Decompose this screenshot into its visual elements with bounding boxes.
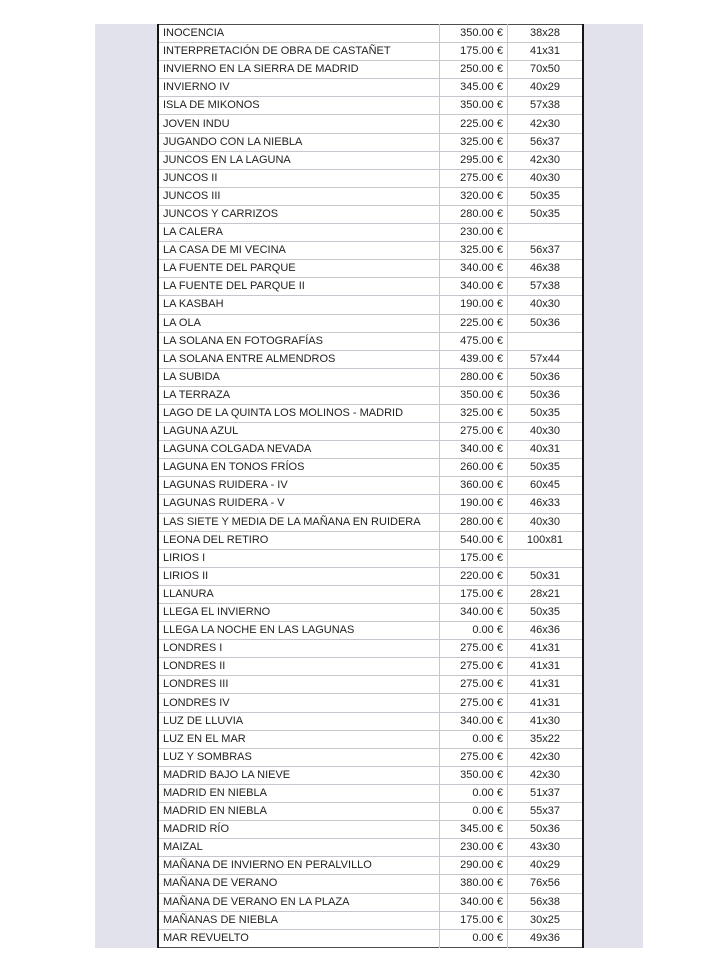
- size-cell: 42x30: [507, 151, 583, 169]
- table-row: [158, 748, 583, 766]
- table-row: [158, 260, 583, 278]
- artwork-title-cell: LLEGA EL INVIERNO: [158, 604, 440, 622]
- table-row: [158, 296, 583, 314]
- table-row: [158, 929, 583, 947]
- table-row: [158, 25, 583, 43]
- price-cell: 340.00 €: [440, 712, 507, 730]
- size-cell: 38x28: [507, 25, 583, 43]
- artwork-title-cell: LUZ DE LLUVIA: [158, 712, 440, 730]
- table-row: [158, 585, 583, 603]
- artwork-title-cell: MAÑANAS DE NIEBLA: [158, 911, 440, 929]
- table-row: [158, 694, 583, 712]
- artwork-title-cell: LONDRES III: [158, 676, 440, 694]
- size-cell: 50x35: [507, 404, 583, 422]
- table-row: [158, 622, 583, 640]
- price-cell: 275.00 €: [440, 640, 507, 658]
- size-cell: 35x22: [507, 730, 583, 748]
- price-cell: 350.00 €: [440, 97, 507, 115]
- price-cell: 325.00 €: [440, 242, 507, 260]
- size-cell: 41x31: [507, 658, 583, 676]
- price-cell: 225.00 €: [440, 314, 507, 332]
- size-cell: 46x36: [507, 622, 583, 640]
- table-row: [158, 495, 583, 513]
- price-table-body: [158, 25, 583, 948]
- price-cell: 225.00 €: [440, 115, 507, 133]
- artwork-title-cell: MAÑANA DE VERANO EN LA PLAZA: [158, 893, 440, 911]
- price-cell: 350.00 €: [440, 25, 507, 43]
- table-row: [158, 604, 583, 622]
- table-row: [158, 314, 583, 332]
- artwork-title-cell: LAGUNA EN TONOS FRÍOS: [158, 459, 440, 477]
- artwork-title-cell: LAGO DE LA QUINTA LOS MOLINOS - MADRID: [158, 404, 440, 422]
- table-row: [158, 79, 583, 97]
- size-cell: 40x29: [507, 857, 583, 875]
- artwork-title-cell: LONDRES IV: [158, 694, 440, 712]
- price-cell: 220.00 €: [440, 567, 507, 585]
- price-cell: 380.00 €: [440, 875, 507, 893]
- price-cell: 295.00 €: [440, 151, 507, 169]
- table-row: [158, 567, 583, 585]
- table-row: [158, 242, 583, 260]
- table-row: [158, 513, 583, 531]
- size-cell: 50x35: [507, 187, 583, 205]
- size-cell: 56x38: [507, 893, 583, 911]
- size-cell: 41x31: [507, 43, 583, 61]
- table-row: [158, 676, 583, 694]
- artwork-title-cell: LIRIOS II: [158, 567, 440, 585]
- size-cell: 46x33: [507, 495, 583, 513]
- size-cell: 56x37: [507, 242, 583, 260]
- artwork-title-cell: MADRID RÍO: [158, 821, 440, 839]
- table-row: [158, 224, 583, 242]
- artwork-title-cell: MADRID EN NIEBLA: [158, 803, 440, 821]
- price-cell: 0.00 €: [440, 622, 507, 640]
- size-cell: 57x38: [507, 278, 583, 296]
- artwork-title-cell: MAIZAL: [158, 839, 440, 857]
- size-cell: 43x30: [507, 839, 583, 857]
- artwork-title-cell: MAÑANA DE INVIERNO EN PERALVILLO: [158, 857, 440, 875]
- price-cell: 325.00 €: [440, 133, 507, 151]
- artwork-title-cell: LEONA DEL RETIRO: [158, 531, 440, 549]
- artwork-title-cell: LUZ Y SOMBRAS: [158, 748, 440, 766]
- size-cell: 41x30: [507, 712, 583, 730]
- right-margin-block: [584, 24, 643, 948]
- table-row: [158, 839, 583, 857]
- artwork-price-table: [157, 24, 584, 948]
- size-cell: 41x31: [507, 694, 583, 712]
- price-cell: 350.00 €: [440, 766, 507, 784]
- price-cell: 260.00 €: [440, 459, 507, 477]
- price-cell: 280.00 €: [440, 513, 507, 531]
- size-cell: 40x30: [507, 513, 583, 531]
- price-cell: 325.00 €: [440, 404, 507, 422]
- artwork-title-cell: JUNCOS III: [158, 187, 440, 205]
- artwork-title-cell: LA SOLANA EN FOTOGRAFÍAS: [158, 332, 440, 350]
- price-cell: 275.00 €: [440, 694, 507, 712]
- left-margin-block: [95, 24, 157, 948]
- table-row: [158, 205, 583, 223]
- price-cell: 280.00 €: [440, 368, 507, 386]
- size-cell: [507, 549, 583, 567]
- price-cell: 190.00 €: [440, 495, 507, 513]
- table-row: [158, 766, 583, 784]
- price-cell: 275.00 €: [440, 423, 507, 441]
- table-row: [158, 531, 583, 549]
- size-cell: 50x36: [507, 386, 583, 404]
- size-cell: 55x37: [507, 803, 583, 821]
- artwork-title-cell: MADRID BAJO LA NIEVE: [158, 766, 440, 784]
- size-cell: 51x37: [507, 784, 583, 802]
- table-row: [158, 441, 583, 459]
- size-cell: [507, 332, 583, 350]
- size-cell: 40x30: [507, 296, 583, 314]
- size-cell: 50x35: [507, 604, 583, 622]
- size-cell: 50x36: [507, 314, 583, 332]
- price-cell: 275.00 €: [440, 658, 507, 676]
- size-cell: 42x30: [507, 748, 583, 766]
- artwork-title-cell: JUNCOS Y CARRIZOS: [158, 205, 440, 223]
- table-row: [158, 730, 583, 748]
- size-cell: 50x35: [507, 205, 583, 223]
- artwork-title-cell: INVIERNO EN LA SIERRA DE MADRID: [158, 61, 440, 79]
- artwork-title-cell: LUZ EN EL MAR: [158, 730, 440, 748]
- table-row: [158, 386, 583, 404]
- price-cell: 175.00 €: [440, 43, 507, 61]
- artwork-title-cell: LA CASA DE MI VECINA: [158, 242, 440, 260]
- artwork-title-cell: MADRID EN NIEBLA: [158, 784, 440, 802]
- table-row: [158, 332, 583, 350]
- artwork-title-cell: INTERPRETACIÓN DE OBRA DE CASTAÑET: [158, 43, 440, 61]
- table-row: [158, 549, 583, 567]
- size-cell: 40x31: [507, 441, 583, 459]
- price-cell: 190.00 €: [440, 296, 507, 314]
- size-cell: 60x45: [507, 477, 583, 495]
- size-cell: 76x56: [507, 875, 583, 893]
- size-cell: [507, 224, 583, 242]
- artwork-title-cell: MAÑANA DE VERANO: [158, 875, 440, 893]
- size-cell: 40x30: [507, 169, 583, 187]
- price-cell: 475.00 €: [440, 332, 507, 350]
- size-cell: 30x25: [507, 911, 583, 929]
- table-row: [158, 404, 583, 422]
- size-cell: 42x30: [507, 115, 583, 133]
- artwork-title-cell: JOVEN INDU: [158, 115, 440, 133]
- price-cell: 280.00 €: [440, 205, 507, 223]
- table-row: [158, 151, 583, 169]
- price-cell: 439.00 €: [440, 350, 507, 368]
- table-row: [158, 278, 583, 296]
- artwork-title-cell: INOCENCIA: [158, 25, 440, 43]
- price-cell: 0.00 €: [440, 730, 507, 748]
- price-cell: 175.00 €: [440, 911, 507, 929]
- artwork-title-cell: JUNCOS II: [158, 169, 440, 187]
- size-cell: 56x37: [507, 133, 583, 151]
- artwork-title-cell: LA SUBIDA: [158, 368, 440, 386]
- price-cell: 340.00 €: [440, 441, 507, 459]
- size-cell: 40x30: [507, 423, 583, 441]
- artwork-title-cell: JUNCOS EN LA LAGUNA: [158, 151, 440, 169]
- price-cell: 340.00 €: [440, 278, 507, 296]
- artwork-title-cell: LAGUNA AZUL: [158, 423, 440, 441]
- size-cell: 70x50: [507, 61, 583, 79]
- artwork-title-cell: LA CALERA: [158, 224, 440, 242]
- table-row: [158, 43, 583, 61]
- price-cell: 290.00 €: [440, 857, 507, 875]
- price-cell: 250.00 €: [440, 61, 507, 79]
- table-row: [158, 459, 583, 477]
- table-row: [158, 857, 583, 875]
- table-row: [158, 423, 583, 441]
- price-cell: 340.00 €: [440, 260, 507, 278]
- artwork-title-cell: LA FUENTE DEL PARQUE: [158, 260, 440, 278]
- table-row: [158, 61, 583, 79]
- table-row: [158, 640, 583, 658]
- price-cell: 0.00 €: [440, 929, 507, 947]
- table-row: [158, 893, 583, 911]
- table-row: [158, 187, 583, 205]
- table-row: [158, 658, 583, 676]
- price-cell: 275.00 €: [440, 676, 507, 694]
- price-cell: 360.00 €: [440, 477, 507, 495]
- size-cell: 50x36: [507, 368, 583, 386]
- artwork-title-cell: LAS SIETE Y MEDIA DE LA MAÑANA EN RUIDERA: [158, 513, 440, 531]
- artwork-title-cell: LLANURA: [158, 585, 440, 603]
- size-cell: 57x38: [507, 97, 583, 115]
- table-row: [158, 821, 583, 839]
- price-cell: 340.00 €: [440, 604, 507, 622]
- artwork-title-cell: LA SOLANA ENTRE ALMENDROS: [158, 350, 440, 368]
- table-row: [158, 115, 583, 133]
- artwork-title-cell: LA KASBAH: [158, 296, 440, 314]
- price-cell: 345.00 €: [440, 821, 507, 839]
- table-row: [158, 97, 583, 115]
- artwork-title-cell: LA TERRAZA: [158, 386, 440, 404]
- size-cell: 49x36: [529, 931, 560, 944]
- artwork-title-cell: INVIERNO IV: [158, 79, 440, 97]
- size-cell: 40x29: [507, 79, 583, 97]
- price-cell: 320.00 €: [440, 187, 507, 205]
- artwork-title-cell: LA FUENTE DEL PARQUE II: [158, 278, 440, 296]
- artwork-title-cell: LONDRES I: [158, 640, 440, 658]
- price-cell: 175.00 €: [440, 549, 507, 567]
- size-cell: 41x31: [507, 676, 583, 694]
- table-row: [158, 169, 583, 187]
- size-cell: 28x21: [507, 585, 583, 603]
- artwork-title-cell: LIRIOS I: [158, 549, 440, 567]
- price-cell: 345.00 €: [440, 79, 507, 97]
- size-cell: 50x36: [507, 821, 583, 839]
- size-cell: 50x35: [507, 459, 583, 477]
- price-cell: 0.00 €: [440, 803, 507, 821]
- table-row: [158, 911, 583, 929]
- size-cell: 100x81: [507, 531, 583, 549]
- artwork-title-cell: ISLA DE MIKONOS: [158, 97, 440, 115]
- artwork-title-cell: JUGANDO CON LA NIEBLA: [158, 133, 440, 151]
- artwork-title-cell: LAGUNAS RUIDERA - IV: [158, 477, 440, 495]
- artwork-title-cell: LA OLA: [158, 314, 440, 332]
- artwork-title-cell: LONDRES II: [158, 658, 440, 676]
- price-cell: 230.00 €: [440, 839, 507, 857]
- artwork-title-cell: LLEGA LA NOCHE EN LAS LAGUNAS: [158, 622, 440, 640]
- price-cell: 175.00 €: [440, 585, 507, 603]
- size-cell: 50x31: [507, 567, 583, 585]
- table-row: [158, 875, 583, 893]
- size-cell: 41x31: [507, 640, 583, 658]
- size-cell: 46x38: [507, 260, 583, 278]
- table-row: [158, 712, 583, 730]
- price-cell: 0.00 €: [440, 784, 507, 802]
- size-cell: 57x44: [507, 350, 583, 368]
- price-cell: 350.00 €: [440, 386, 507, 404]
- price-cell: 275.00 €: [440, 169, 507, 187]
- size-cell: 42x30: [507, 766, 583, 784]
- price-cell: 275.00 €: [440, 748, 507, 766]
- price-cell: 340.00 €: [440, 893, 507, 911]
- table-row: [158, 784, 583, 802]
- table-row: [158, 368, 583, 386]
- price-cell: 230.00 €: [440, 224, 507, 242]
- artwork-title-cell: MAR REVUELTO: [158, 929, 440, 947]
- artwork-title-cell: LAGUNAS RUIDERA - V: [158, 495, 440, 513]
- table-row: [158, 133, 583, 151]
- table-row: [158, 477, 583, 495]
- table-row: [158, 350, 583, 368]
- table-row: [158, 803, 583, 821]
- price-cell: 540.00 €: [440, 531, 507, 549]
- artwork-title-cell: LAGUNA COLGADA NEVADA: [158, 441, 440, 459]
